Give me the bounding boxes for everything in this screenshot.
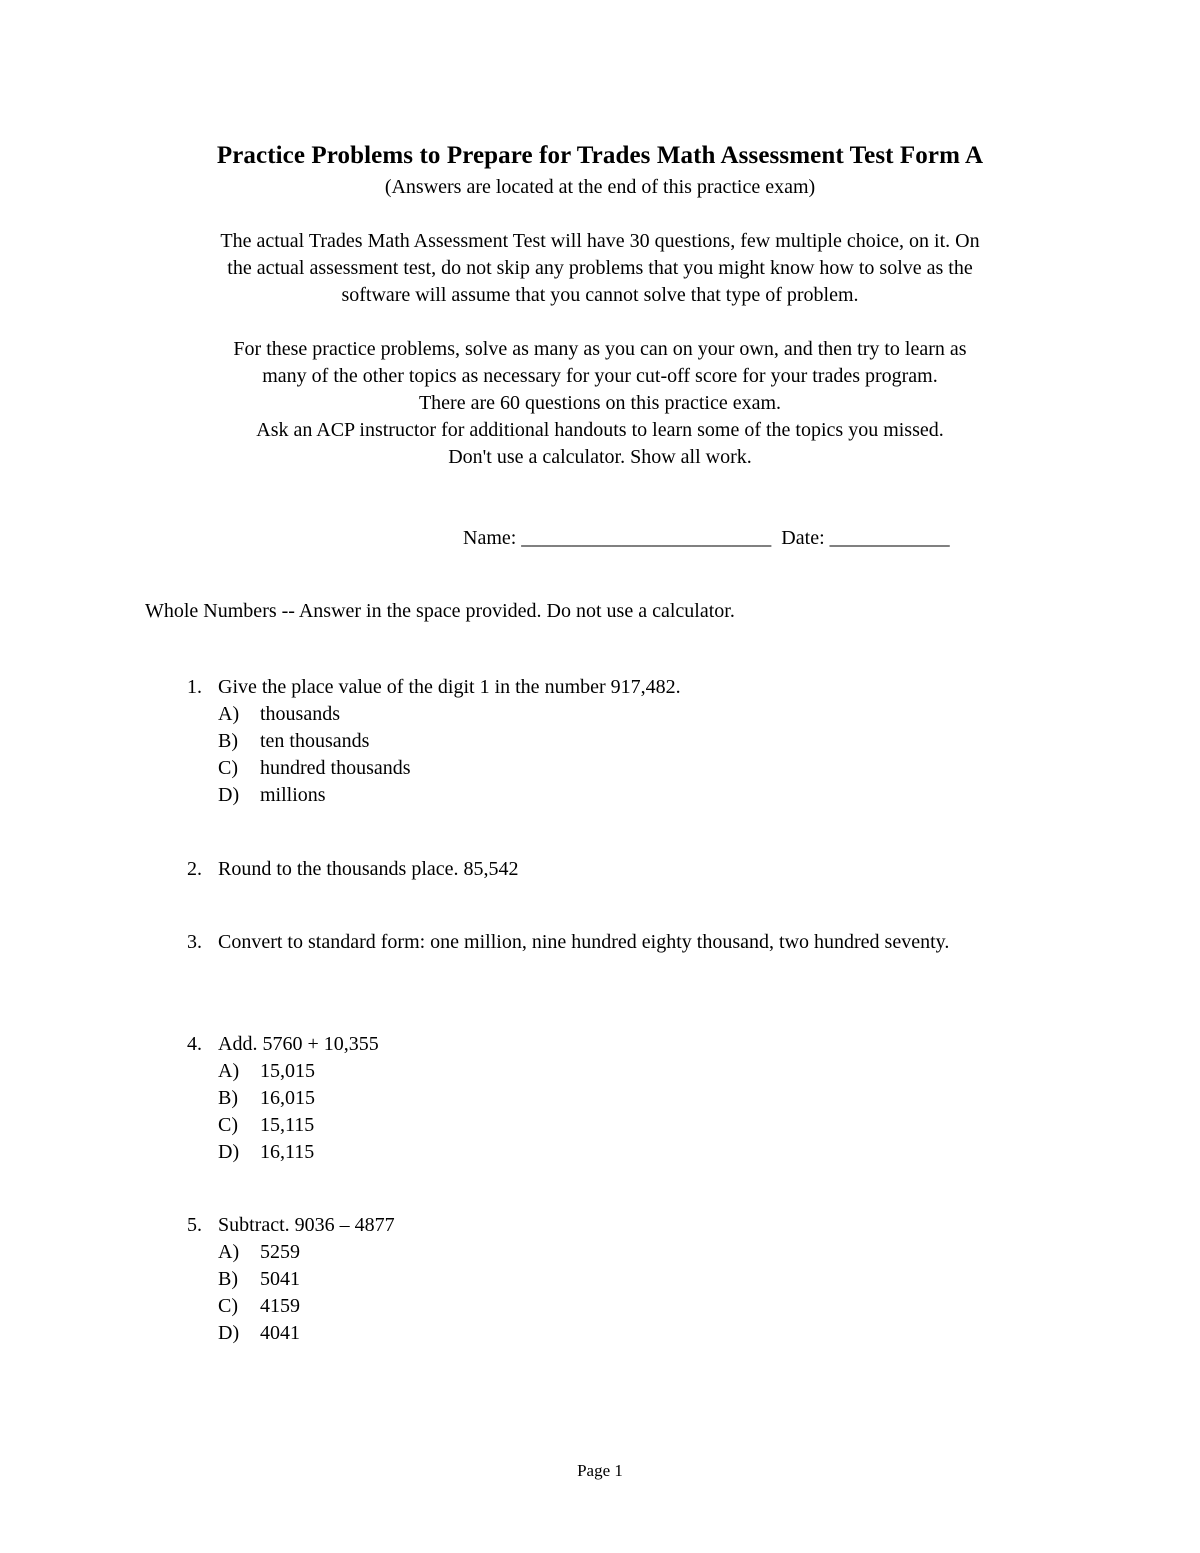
option-text: 5041	[260, 1268, 300, 1290]
intro-line: The actual Trades Math Assessment Test will have 30 questions, few multiple choice, on it. On	[220, 230, 980, 252]
answer-option[interactable]	[218, 728, 1008, 755]
instructions-line: Don't use a calculator. Show all work.	[448, 446, 752, 468]
option-letter: B)	[218, 1087, 238, 1109]
question-number: 1.	[187, 676, 202, 698]
answer-option[interactable]	[218, 1266, 1008, 1293]
option-letter: D)	[218, 784, 240, 806]
instructions-line: For these practice problems, solve as many as you can on your own, and then try to learn as	[233, 338, 967, 360]
option-text: 15,015	[260, 1060, 315, 1082]
question-text: Give the place value of the digit 1 in the number 917,482.	[218, 676, 681, 698]
question-2	[187, 856, 977, 883]
instructions-line: There are 60 questions on this practice exam.	[418, 392, 782, 414]
answer-option[interactable]	[218, 755, 1008, 782]
instructions-line: many of the other topics as necessary for your cut-off score for your trades program.	[262, 365, 938, 387]
option-letter: B)	[218, 1268, 238, 1290]
page-title: Practice Problems to Prepare for Trades Math Assessment Test Form A	[216, 142, 984, 169]
answer-option[interactable]	[218, 1085, 1008, 1112]
option-text: 5259	[260, 1241, 300, 1263]
question-text: Add. 5760 + 10,355	[218, 1033, 379, 1055]
option-letter: A)	[218, 1241, 240, 1263]
intro-line: software will assume that you cannot solve that type of problem.	[341, 284, 859, 306]
answer-options	[187, 1239, 977, 1347]
question-number: 4.	[187, 1033, 202, 1055]
answer-option[interactable]	[218, 782, 1008, 809]
option-letter: C)	[218, 1114, 238, 1136]
answer-option[interactable]	[218, 1112, 1008, 1139]
page-subtitle: (Answers are located at the end of this practice exam)	[384, 176, 816, 198]
answer-options	[187, 1058, 977, 1166]
option-letter: B)	[218, 730, 238, 752]
option-text: thousands	[260, 703, 340, 725]
option-letter: D)	[218, 1141, 240, 1163]
answer-option[interactable]	[218, 1058, 1008, 1085]
option-text: 4041	[260, 1322, 300, 1344]
question-4	[187, 1031, 977, 1166]
answer-option[interactable]	[218, 1293, 1008, 1320]
option-letter: A)	[218, 703, 240, 725]
option-text: 16,015	[260, 1087, 315, 1109]
option-letter: D)	[218, 1322, 240, 1344]
question-5	[187, 1212, 977, 1347]
answer-option[interactable]	[218, 1139, 1008, 1166]
section-heading: Whole Numbers -- Answer in the space provided. Do not use a calculator.	[145, 600, 735, 622]
option-text: 15,115	[260, 1114, 315, 1136]
answer-option[interactable]	[218, 1239, 1008, 1266]
question-1	[187, 674, 977, 809]
option-letter: A)	[218, 1060, 240, 1082]
name-date-field[interactable]: Name: _________________________ Date: ____________	[463, 527, 950, 549]
option-text: hundred thousands	[260, 757, 411, 779]
question-number: 3.	[187, 931, 202, 953]
answer-option[interactable]	[218, 1320, 1008, 1347]
option-letter: C)	[218, 1295, 238, 1317]
option-text: 4159	[260, 1295, 300, 1317]
question-text: Round to the thousands place. 85,542	[218, 858, 519, 880]
answer-options	[187, 701, 977, 809]
question-3	[187, 929, 977, 956]
question-text: Convert to standard form: one million, nine hundred eighty thousand, two hundred seventy.	[218, 931, 950, 953]
option-text: ten thousands	[260, 730, 370, 752]
instructions-line: Ask an ACP instructor for additional handouts to learn some of the topics you missed.	[256, 419, 944, 441]
answer-option[interactable]	[218, 701, 1008, 728]
option-text: 16,115	[260, 1141, 315, 1163]
option-text: millions	[260, 784, 326, 806]
question-text: Subtract. 9036 – 4877	[218, 1214, 395, 1236]
question-number: 5.	[187, 1214, 202, 1236]
page-number: Page 1	[577, 1461, 623, 1480]
intro-line: the actual assessment test, do not skip any problems that you might know how to solve as the	[227, 257, 973, 279]
option-letter: C)	[218, 757, 238, 779]
question-number: 2.	[187, 858, 202, 880]
